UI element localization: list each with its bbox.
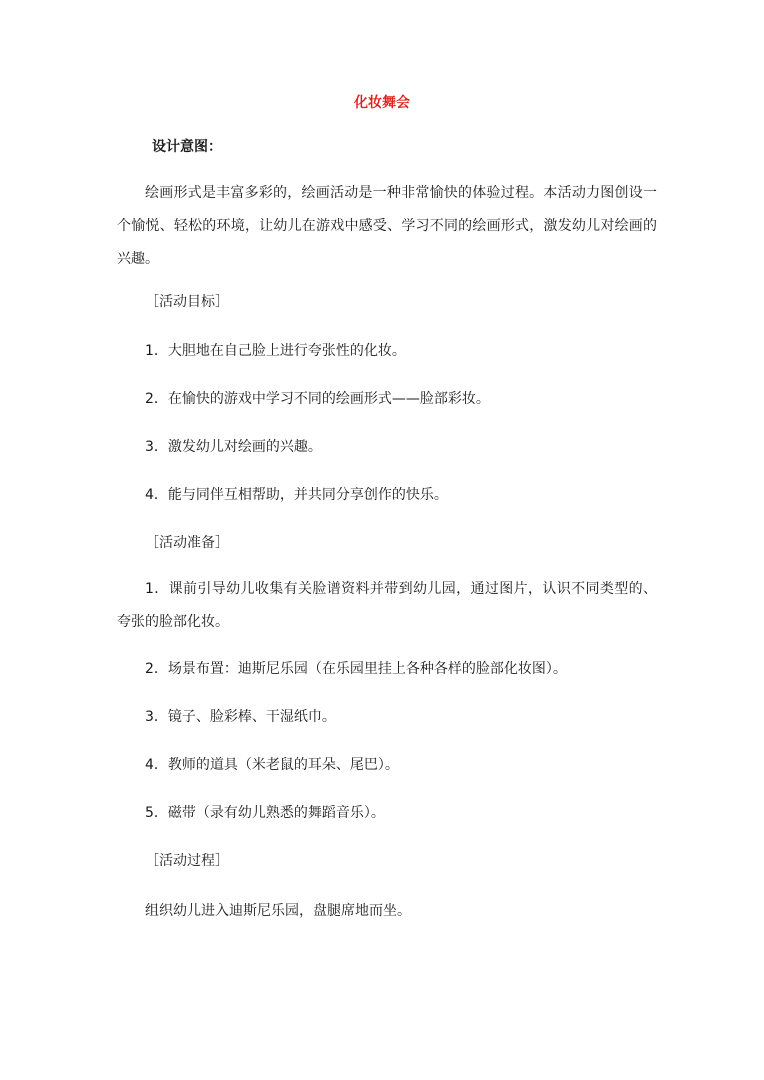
goal-item-2: 2．在愉快的游戏中学习不同的绘画形式——脸部彩妆。 [145, 391, 490, 407]
goals-heading: ［活动目标］ [145, 294, 229, 310]
goal-item-3: 3．激发幼儿对绘画的兴趣。 [145, 439, 322, 455]
prep-heading: ［活动准备］ [145, 535, 229, 551]
prep-item-2: 2．场景布置：迪斯尼乐园（在乐园里挂上各种各样的脸部化妆图）。 [145, 661, 567, 677]
design-intent-paragraph: 绘画形式是丰富多彩的，绘画活动是一种非常愉快的体验过程。本活动力图创设一个愉悦、轻松的环境，让幼儿在游戏中感受、学习不同的绘画形式，激发幼儿对绘画的兴趣。 [117, 185, 657, 267]
prep-item-3: 3．镜子、脸彩棒、干湿纸巾。 [145, 709, 336, 725]
goal-item-1: 1．大胆地在自己脸上进行夸张性的化妆。 [145, 343, 406, 359]
process-heading: ［活动过程］ [145, 853, 229, 869]
prep-item-1: 1．课前引导幼儿收集有关脸谱资料并带到幼儿园，通过图片，认识不同类型的、夸张的脸部化妆。 [117, 581, 657, 630]
goal-item-4: 4．能与同伴互相帮助，并共同分享创作的快乐。 [145, 487, 448, 503]
prep-item-4: 4．教师的道具（米老鼠的耳朵、尾巴）。 [145, 757, 399, 773]
design-intent-heading: 设计意图： [152, 139, 222, 155]
prep-item-5: 5．磁带（录有幼儿熟悉的舞蹈音乐）。 [145, 805, 385, 821]
process-paragraph: 组织幼儿进入迪斯尼乐园，盘腿席地而坐。 [145, 903, 411, 919]
document-title: 化妆舞会 [354, 95, 410, 111]
